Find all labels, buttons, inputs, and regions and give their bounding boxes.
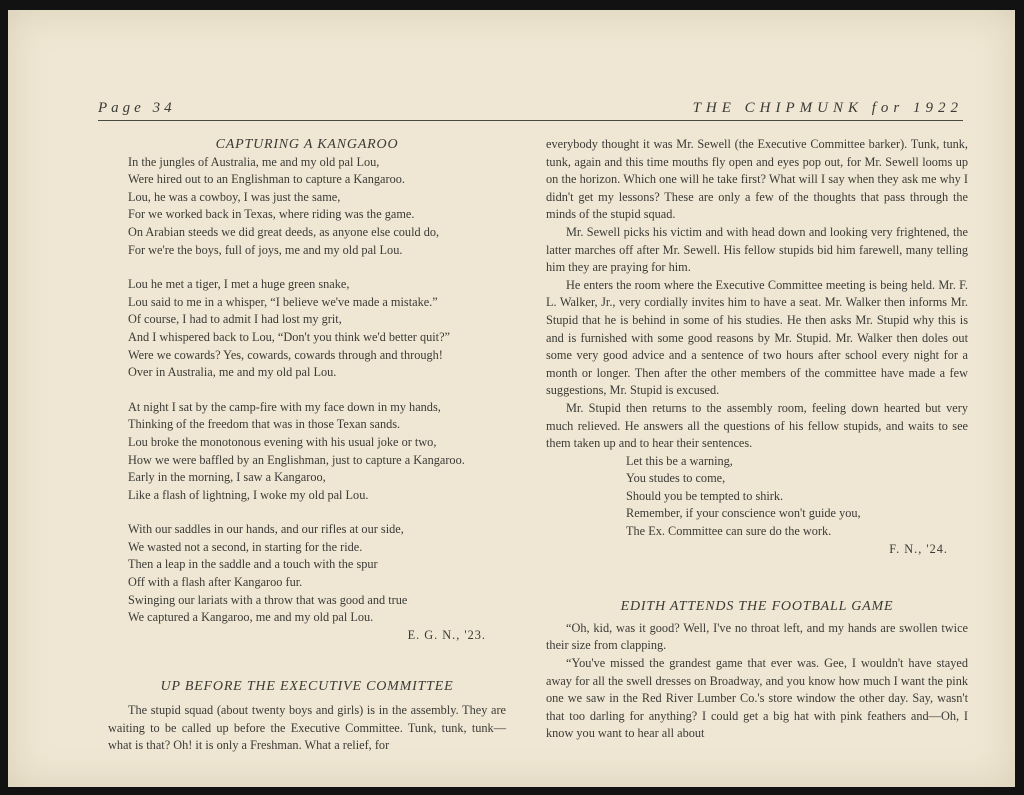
page-number: Page 34 (98, 100, 176, 116)
poem-line: With our saddles in our hands, and our rifles at our side, (128, 522, 404, 537)
verse-line: You studes to come, (626, 471, 726, 486)
poem-line: Early in the morning, I saw a Kangaroo, (128, 470, 326, 485)
article-paragraph: The stupid squad (about twenty boys and girls) is in the assembly. They are waiting to be called up before the Executive Committee. Tunk, tunk, tunk—what is that? Oh! it is only a Freshman. What a relief, for (108, 703, 506, 753)
article-paragraph: He enters the room where the Executive Committee meeting is being held. Mr. F. L. Walker, Jr., very cordially invites him to have a seat. Mr. Walker then informs Mr. Stupid that he is behind in some of his studies. He then asks Mr. Stupid why this is and is furnished with some good reasons by Mr. Stupid. Mr. Walker then doles out some very good advice and a sentence of two hours after school every night for a month or longer. Then after the other members of the committee have made a few suggestions, Mr. Stupid is excused. (546, 277, 968, 398)
right-column (546, 136, 968, 743)
article-title: EDITH ATTENDS THE FOOTBALL GAME (620, 599, 894, 615)
poem-line: Like a flash of lightning, I woke my old pal Lou. (128, 487, 369, 502)
poem-line: Lou, he was a cowboy, I was just the same, (128, 189, 341, 204)
poem-line: Lou he met a tiger, I met a huge green snake, (128, 277, 350, 292)
publication-title: THE CHIPMUNK for 1922 (692, 100, 963, 116)
poem-line: In the jungles of Australia, me and my old pal Lou, (128, 154, 380, 169)
article-paragraph: “Oh, kid, was it good? Well, I've no throat left, and my hands are swollen twice their size from clapping. (546, 620, 968, 653)
warning-verse (546, 453, 968, 541)
poem-line: Of course, I had to admit I had lost my grit, (128, 312, 342, 327)
poem-stanza (108, 276, 506, 382)
article-paragraph: “You've missed the grandest game that ever was. Gee, I wouldn't have stayed away for all the swell dresses on Broadway, and you know how much I want the pink one we saw in the Red River Lumber Co.'s store window the other day. Say, wasn't that too darling for anything? I could get a big hat with pink feathers and—Oh, I know you want to hear all about (546, 656, 968, 741)
poem-line: How we were baffled by an Englishman, just to capture a Kangaroo. (128, 452, 465, 467)
poem-title: CAPTURING A KANGAROO (215, 137, 399, 152)
poem-line: We captured a Kangaroo, me and my old pal Lou. (128, 610, 374, 625)
page-header (98, 98, 963, 121)
poem-signature: E. G. N., '23. (407, 627, 486, 642)
poem-stanza (108, 521, 506, 627)
poem-line: Off with a flash after Kangaroo fur. (128, 575, 303, 590)
article-paragraph: everybody thought it was Mr. Sewell (the Executive Committee barker). Tunk, tunk, tunk, again and this time mouths fly open and eyes pop out, for Mr. Sewell looms up on the horizon. Which one will he take first? What will I say when they ask me why I didn't get my lessons? These are only a few of the thoughts that pass through the minds of the stupid squad. (546, 137, 968, 222)
poem-line: For we're the boys, full of joys, me and my old pal Lou. (128, 242, 403, 257)
poem-line: We wasted not a second, in starting for the ride. (128, 539, 363, 554)
poem-line: For we worked back in Texas, where riding was the game. (128, 207, 415, 222)
poem-line: Swinging our lariats with a throw that was good and true (128, 592, 408, 607)
verse-line: Let this be a warning, (626, 453, 733, 468)
article-signature: F. N., '24. (889, 541, 948, 556)
verse-line: Should you be tempted to shirk. (626, 488, 784, 503)
article-paragraph: Mr. Sewell picks his victim and with head down and looking very frightened, the latter marches off after Mr. Sewell. His fellow stupids bid him farewell, many telling him they are praying for him. (546, 224, 968, 275)
poem-stanza (108, 399, 506, 505)
article-paragraph: Mr. Stupid then returns to the assembly room, feeling down hearted but very much relieved. He answers all the questions of his fellow stupids, and waits to see them taken up and to hear their sentences. (546, 400, 968, 451)
poem-line: Over in Australia, me and my old pal Lou. (128, 365, 337, 380)
article-title: UP BEFORE THE EXECUTIVE COMMITTEE (160, 679, 454, 695)
page-sheet (8, 10, 1015, 787)
verse-line: Remember, if your conscience won't guide you, (626, 506, 861, 521)
poem-line: On Arabian steeds we did great deeds, as anyone else could do, (128, 224, 440, 239)
verse-line: The Ex. Committee can sure do the work. (626, 524, 832, 539)
poem-line: Lou broke the monotonous evening with his usual joke or two, (128, 434, 437, 449)
poem-line: Were we cowards? Yes, cowards, cowards through and through! (128, 347, 443, 362)
poem-line: Were hired out to an Englishman to capture a Kangaroo. (128, 172, 405, 187)
poem-line: At night I sat by the camp-fire with my face down in my hands, (128, 399, 441, 414)
poem-line: Thinking of the freedom that was in those Texan sands. (128, 417, 401, 432)
left-column (108, 136, 506, 755)
poem-line: And I whispered back to Lou, “Don't you think we'd better quit?” (128, 329, 451, 344)
poem-stanza (108, 154, 506, 260)
poem-line: Then a leap in the saddle and a touch with the spur (128, 557, 378, 572)
poem-line: Lou said to me in a whisper, “I believe we've made a mistake.” (128, 294, 438, 309)
